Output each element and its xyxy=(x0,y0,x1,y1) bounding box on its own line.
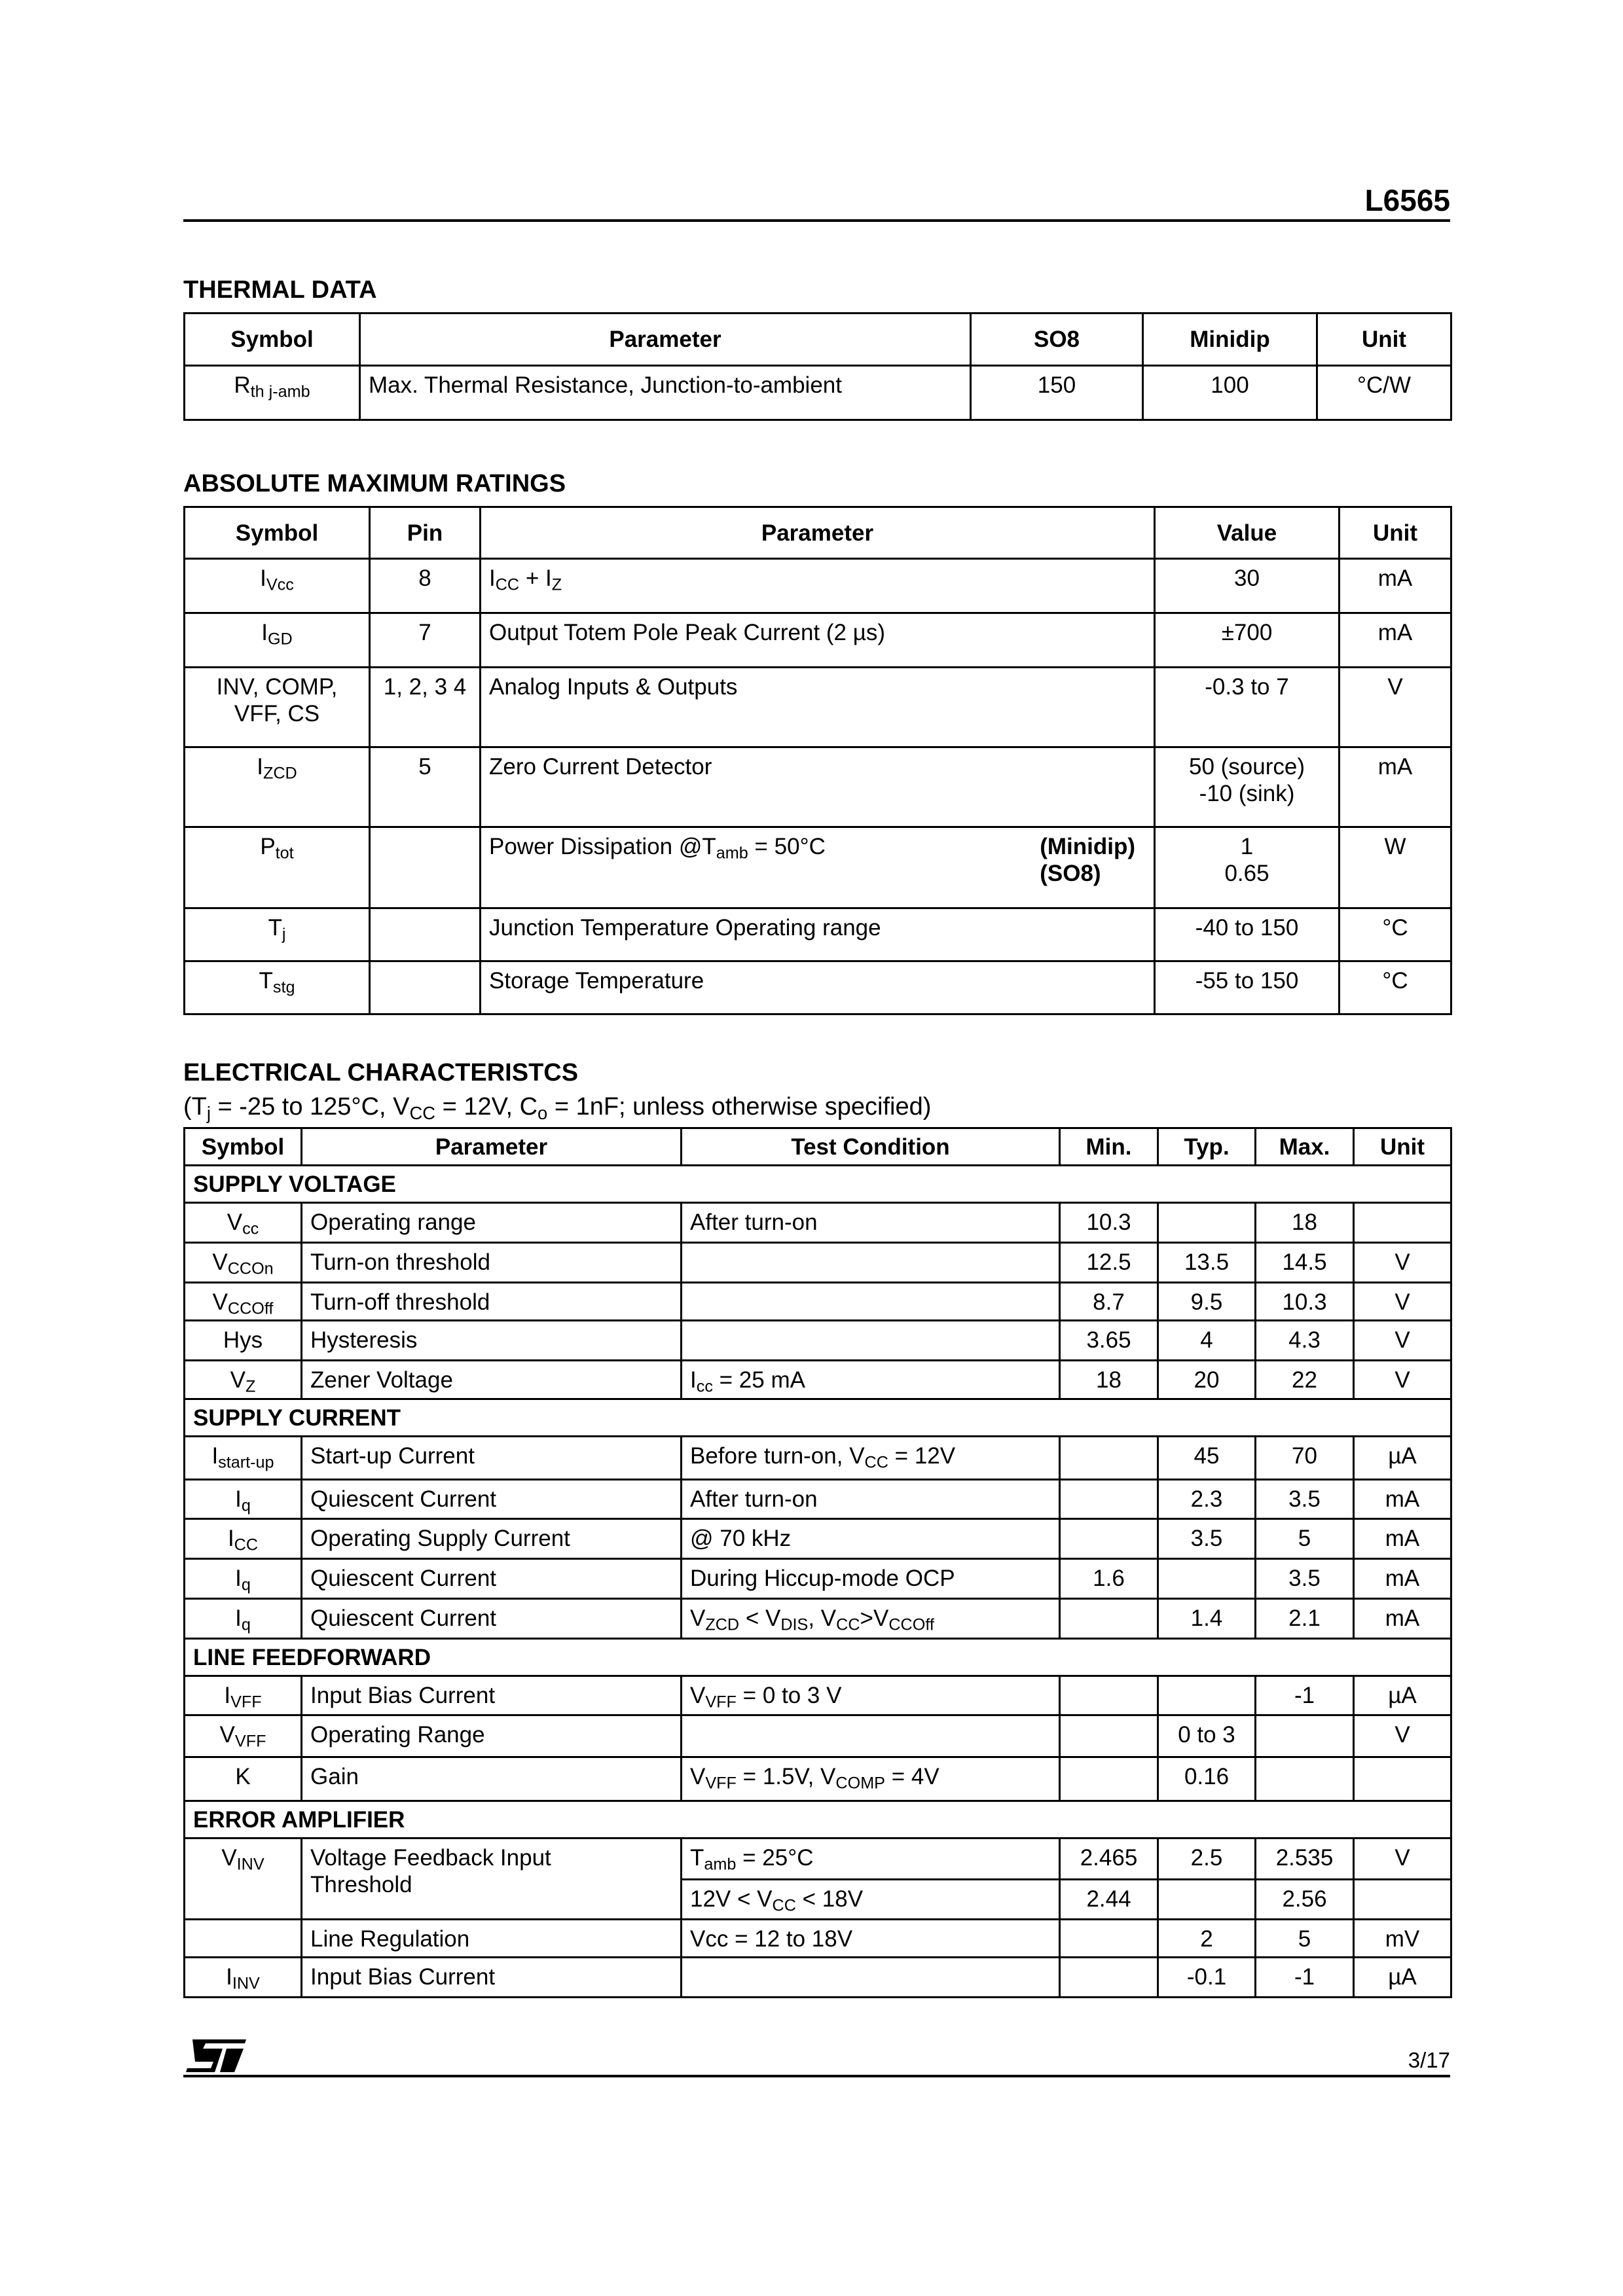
section-row xyxy=(185,1399,1451,1437)
parameter-cell: Operating range xyxy=(302,1203,682,1243)
symbol-cell: $V_{VFF}$ xyxy=(185,1715,302,1757)
symbol-cell: $I_{GD}$ xyxy=(185,613,370,668)
table-row xyxy=(185,613,1451,668)
table-row xyxy=(185,1757,1451,1801)
table-row xyxy=(185,1437,1451,1480)
section-row xyxy=(185,1639,1451,1676)
parameter-cell xyxy=(481,827,1155,908)
typ-cell: 2.5 xyxy=(1158,1839,1256,1880)
col-header-so8: SO8 xyxy=(971,314,1143,366)
min-cell xyxy=(1060,1519,1158,1559)
parameter-cell: $I_{CC} + I_Z$ xyxy=(481,559,1155,613)
symbol-cell: $I_q$ xyxy=(185,1480,302,1519)
test-condition-cell xyxy=(682,1958,1060,1998)
typ-cell: 4 xyxy=(1158,1321,1256,1361)
pin-cell: 5 xyxy=(370,747,481,827)
min-cell xyxy=(1060,1958,1158,1998)
table-row xyxy=(185,1519,1451,1559)
max-cell: 2.535 xyxy=(1256,1839,1354,1880)
unit-cell xyxy=(1354,1757,1451,1801)
col-header-symbol: Symbol xyxy=(185,1128,302,1166)
max-cell: 3.5 xyxy=(1256,1480,1354,1519)
parameter-cell: Voltage Feedback Input Threshold xyxy=(302,1839,682,1920)
test-condition-cell: After turn-on xyxy=(682,1480,1060,1519)
max-cell: 18 xyxy=(1256,1203,1354,1243)
table-row xyxy=(185,559,1451,613)
unit-cell: V xyxy=(1354,1321,1451,1361)
col-header-value: Value xyxy=(1155,507,1340,559)
col-header-symbol: Symbol xyxy=(185,314,360,366)
parameter-text: Power Dissipation $@T_{amb} = 50^\circ C$ xyxy=(489,834,826,863)
min-cell: 8.7 xyxy=(1060,1283,1158,1321)
st-logo-icon xyxy=(186,2039,246,2072)
max-cell: 4.3 xyxy=(1256,1321,1354,1361)
max-cell xyxy=(1256,1715,1354,1757)
unit-cell: mA xyxy=(1354,1480,1451,1519)
parameter-cell: Output Totem Pole Peak Current (2 µs) xyxy=(481,613,1155,668)
min-cell xyxy=(1060,1757,1158,1801)
unit-cell: mV xyxy=(1354,1920,1451,1958)
section-title: ERROR AMPLIFIER xyxy=(185,1801,1451,1839)
typ-cell xyxy=(1158,1676,1256,1715)
unit-cell xyxy=(1354,1203,1451,1243)
col-header-symbol: Symbol xyxy=(185,507,370,559)
typ-cell: 9.5 xyxy=(1158,1283,1256,1321)
max-cell: 3.5 xyxy=(1256,1559,1354,1599)
value-cell: 50 (source) -10 (sink) xyxy=(1155,747,1340,827)
unit-cell: °C/W xyxy=(1317,366,1451,420)
test-condition-cell: Vcc = 12 to 18V xyxy=(682,1920,1060,1958)
unit-cell: mA xyxy=(1354,1599,1451,1639)
value-cell: -55 to 150 xyxy=(1155,961,1340,1014)
pin-cell xyxy=(370,908,481,961)
col-header-unit: Unit xyxy=(1317,314,1451,366)
min-cell xyxy=(1060,1599,1158,1639)
table-row xyxy=(185,1839,1451,1880)
so8-cell: 150 xyxy=(971,366,1143,420)
max-cell xyxy=(1256,1757,1354,1801)
pin-cell: 7 xyxy=(370,613,481,668)
pin-cell: 1, 2, 3 4 xyxy=(370,668,481,747)
test-condition-cell xyxy=(682,1321,1060,1361)
footer-rule xyxy=(183,2075,1450,2077)
typ-cell: 13.5 xyxy=(1158,1243,1256,1283)
min-cell: 2.44 xyxy=(1060,1880,1158,1920)
test-condition-cell xyxy=(682,1283,1060,1321)
typ-cell: 2 xyxy=(1158,1920,1256,1958)
pin-cell xyxy=(370,961,481,1014)
symbol-cell: $I_{ZCD}$ xyxy=(185,747,370,827)
col-header-pin: Pin xyxy=(370,507,481,559)
symbol-cell: $V_{CCOn}$ xyxy=(185,1243,302,1283)
unit-cell: mA xyxy=(1354,1519,1451,1559)
min-cell xyxy=(1060,1715,1158,1757)
value-cell: -0.3 to 7 xyxy=(1155,668,1340,747)
table-row xyxy=(185,908,1451,961)
symbol-cell: $I_{CC}$ xyxy=(185,1519,302,1559)
parameter-cell: Quiescent Current xyxy=(302,1599,682,1639)
parameter-cell: Input Bias Current xyxy=(302,1958,682,1998)
page-number: 3/17 xyxy=(1408,2048,1450,2072)
min-cell: 12.5 xyxy=(1060,1243,1158,1283)
symbol-cell: $I_{start-up}$ xyxy=(185,1437,302,1480)
typ-cell: 0.16 xyxy=(1158,1757,1256,1801)
section-row xyxy=(185,1166,1451,1203)
parameter-cell: Gain xyxy=(302,1757,682,1801)
parameter-cell: Zero Current Detector xyxy=(481,747,1155,827)
table-row xyxy=(185,1676,1451,1715)
parameter-cell: Storage Temperature xyxy=(481,961,1155,1014)
table-row xyxy=(185,961,1451,1014)
unit-cell: °C xyxy=(1340,908,1451,961)
table-row xyxy=(185,1920,1451,1958)
table-row xyxy=(185,1243,1451,1283)
table-row xyxy=(185,1203,1451,1243)
electrical-characteristics-table xyxy=(183,1127,1452,1998)
min-cell: 10.3 xyxy=(1060,1203,1158,1243)
table-row xyxy=(185,1559,1451,1599)
col-header-parameter: Parameter xyxy=(360,314,971,366)
typ-cell: 0 to 3 xyxy=(1158,1715,1256,1757)
symbol-cell: K xyxy=(185,1757,302,1801)
test-condition-cell: $T_{amb} = 25^\circ C$ xyxy=(682,1839,1060,1880)
table-row xyxy=(185,1283,1451,1321)
value-cell: ±700 xyxy=(1155,613,1340,668)
min-cell: 3.65 xyxy=(1060,1321,1158,1361)
col-header-parameter: Parameter xyxy=(481,507,1155,559)
test-condition-cell: $V_{ZCD} < V_{DIS}$, $V_{CC}>V_{CCOff}$ xyxy=(682,1599,1060,1639)
symbol-cell: $T_j$ xyxy=(185,908,370,961)
test-condition-cell: During Hiccup-mode OCP xyxy=(682,1559,1060,1599)
symbol-cell: $P_{tot}$ xyxy=(185,827,370,908)
symbol-cell: $V_{INV}$ xyxy=(185,1839,302,1920)
unit-cell: µA xyxy=(1354,1958,1451,1998)
min-cell: 1.6 xyxy=(1060,1559,1158,1599)
unit-cell xyxy=(1354,1880,1451,1920)
absolute-maximum-ratings-table xyxy=(183,506,1452,1015)
col-header-max: Max. xyxy=(1256,1128,1354,1166)
table-row xyxy=(185,1321,1451,1361)
test-condition-cell: $12V < V_{CC} < 18V$ xyxy=(682,1880,1060,1920)
unit-cell: °C xyxy=(1340,961,1451,1014)
col-header-parameter: Parameter xyxy=(302,1128,682,1166)
thermal-data-table xyxy=(183,312,1452,421)
min-cell xyxy=(1060,1437,1158,1480)
parameter-cell: Operating Supply Current xyxy=(302,1519,682,1559)
unit-cell: V xyxy=(1354,1361,1451,1399)
test-condition-cell: Before turn-on, $V_{CC} = 12V$ xyxy=(682,1437,1060,1480)
typ-cell xyxy=(1158,1880,1256,1920)
symbol-cell: $I_{VFF}$ xyxy=(185,1676,302,1715)
table-row xyxy=(185,747,1451,827)
table-row xyxy=(185,1480,1451,1519)
unit-cell: V xyxy=(1354,1283,1451,1321)
col-header-test-condition: Test Condition xyxy=(682,1128,1060,1166)
pin-cell xyxy=(370,827,481,908)
unit-cell: mA xyxy=(1340,613,1451,668)
section-row xyxy=(185,1801,1451,1839)
parameter-cell: Hysteresis xyxy=(302,1321,682,1361)
table-header-row xyxy=(185,314,1451,366)
max-cell: 70 xyxy=(1256,1437,1354,1480)
test-condition-cell: $V_{VFF} = 0$ to 3 V xyxy=(682,1676,1060,1715)
min-cell xyxy=(1060,1480,1158,1519)
symbol-cell: $I_q$ xyxy=(185,1599,302,1639)
max-cell: 2.1 xyxy=(1256,1599,1354,1639)
symbol-cell: $I_{Vcc}$ xyxy=(185,559,370,613)
symbol-cell: $V_{CCOff}$ xyxy=(185,1283,302,1321)
col-header-min: Min. xyxy=(1060,1128,1158,1166)
unit-cell: mA xyxy=(1354,1559,1451,1599)
section-title: SUPPLY CURRENT xyxy=(185,1399,1451,1437)
parameter-cell: Operating Range xyxy=(302,1715,682,1757)
document-title: L6565 xyxy=(1364,183,1450,217)
symbol-cell: $R_{th j-amb}$ xyxy=(185,366,360,420)
max-cell: 5 xyxy=(1256,1920,1354,1958)
thermal-data-heading: THERMAL DATA xyxy=(183,276,377,304)
symbol-cell: $V_{cc}$ xyxy=(185,1203,302,1243)
typ-cell: 1.4 xyxy=(1158,1599,1256,1639)
max-cell: 5 xyxy=(1256,1519,1354,1559)
table-header-row xyxy=(185,507,1451,559)
parameter-cell: Input Bias Current xyxy=(302,1676,682,1715)
typ-cell: 45 xyxy=(1158,1437,1256,1480)
typ-cell: -0.1 xyxy=(1158,1958,1256,1998)
parameter-cell: Turn-off threshold xyxy=(302,1283,682,1321)
minidip-cell: 100 xyxy=(1143,366,1317,420)
unit-cell: mA xyxy=(1340,747,1451,827)
unit-cell: µA xyxy=(1354,1437,1451,1480)
table-row xyxy=(185,1361,1451,1399)
section-title: LINE FEEDFORWARD xyxy=(185,1639,1451,1676)
section-title: SUPPLY VOLTAGE xyxy=(185,1166,1451,1203)
parameter-cell: Quiescent Current xyxy=(302,1480,682,1519)
table-row xyxy=(185,668,1451,747)
typ-cell xyxy=(1158,1559,1256,1599)
table-row xyxy=(185,1958,1451,1998)
typ-cell: 3.5 xyxy=(1158,1519,1256,1559)
symbol-cell: $T_{stg}$ xyxy=(185,961,370,1014)
min-cell xyxy=(1060,1920,1158,1958)
absolute-maximum-ratings-heading: ABSOLUTE MAXIMUM RATINGS xyxy=(183,470,566,497)
electrical-characteristics-heading: ELECTRICAL CHARACTERISTCS xyxy=(183,1059,579,1086)
test-condition-cell: $V_{VFF} = 1.5V$, $V_{COMP} = 4V$ xyxy=(682,1757,1060,1801)
col-header-typ: Typ. xyxy=(1158,1128,1256,1166)
parameter-cell: Analog Inputs & Outputs xyxy=(481,668,1155,747)
max-cell: 22 xyxy=(1256,1361,1354,1399)
unit-cell: V xyxy=(1354,1839,1451,1880)
symbol-cell: $I_q$ xyxy=(185,1559,302,1599)
typ-cell: 20 xyxy=(1158,1361,1256,1399)
parameter-cell: Start-up Current xyxy=(302,1437,682,1480)
test-condition-cell: $I_{cc} = 25$ mA xyxy=(682,1361,1060,1399)
table-row xyxy=(185,827,1451,908)
symbol-cell: $I_{INV}$ xyxy=(185,1958,302,1998)
col-header-unit: Unit xyxy=(1340,507,1451,559)
max-cell: 14.5 xyxy=(1256,1243,1354,1283)
value-cell: 1 0.65 xyxy=(1155,827,1340,908)
electrical-conditions-subtitle: ($T_j = -25$ to 125°C, $V_{CC} = 12V$, $C_o = 1nF$; unless otherwise specified) xyxy=(183,1093,932,1123)
table-row xyxy=(185,1599,1451,1639)
symbol-cell: $V_Z$ xyxy=(185,1361,302,1399)
symbol-cell: INV, COMP, VFF, CS xyxy=(185,668,370,747)
table-header-row xyxy=(185,1128,1451,1166)
min-cell xyxy=(1060,1676,1158,1715)
min-cell: 18 xyxy=(1060,1361,1158,1399)
table-row xyxy=(185,366,1451,420)
unit-cell: V xyxy=(1340,668,1451,747)
parameter-cell: Quiescent Current xyxy=(302,1559,682,1599)
parameter-cell: Zener Voltage xyxy=(302,1361,682,1399)
max-cell: -1 xyxy=(1256,1958,1354,1998)
test-condition-cell xyxy=(682,1243,1060,1283)
test-condition-cell xyxy=(682,1715,1060,1757)
typ-cell xyxy=(1158,1203,1256,1243)
value-cell: -40 to 150 xyxy=(1155,908,1340,961)
parameter-cell: Line Regulation xyxy=(302,1920,682,1958)
parameter-cell: Junction Temperature Operating range xyxy=(481,908,1155,961)
symbol-cell xyxy=(185,1920,302,1958)
value-cell: 30 xyxy=(1155,559,1340,613)
package-note: (Minidip) (SO8) xyxy=(1040,834,1135,886)
max-cell: 10.3 xyxy=(1256,1283,1354,1321)
test-condition-cell: @ 70 kHz xyxy=(682,1519,1060,1559)
col-header-unit: Unit xyxy=(1354,1128,1451,1166)
header-rule xyxy=(183,219,1450,222)
max-cell: 2.56 xyxy=(1256,1880,1354,1920)
unit-cell: V xyxy=(1354,1243,1451,1283)
min-cell: 2.465 xyxy=(1060,1839,1158,1880)
table-row xyxy=(185,1715,1451,1757)
col-header-minidip: Minidip xyxy=(1143,314,1317,366)
parameter-cell: Turn-on threshold xyxy=(302,1243,682,1283)
unit-cell: mA xyxy=(1340,559,1451,613)
symbol-cell: Hys xyxy=(185,1321,302,1361)
unit-cell: µA xyxy=(1354,1676,1451,1715)
pin-cell: 8 xyxy=(370,559,481,613)
typ-cell: 2.3 xyxy=(1158,1480,1256,1519)
parameter-cell: Max. Thermal Resistance, Junction-to-ambient xyxy=(360,366,971,420)
test-condition-cell: After turn-on xyxy=(682,1203,1060,1243)
max-cell: -1 xyxy=(1256,1676,1354,1715)
unit-cell: V xyxy=(1354,1715,1451,1757)
unit-cell: W xyxy=(1340,827,1451,908)
